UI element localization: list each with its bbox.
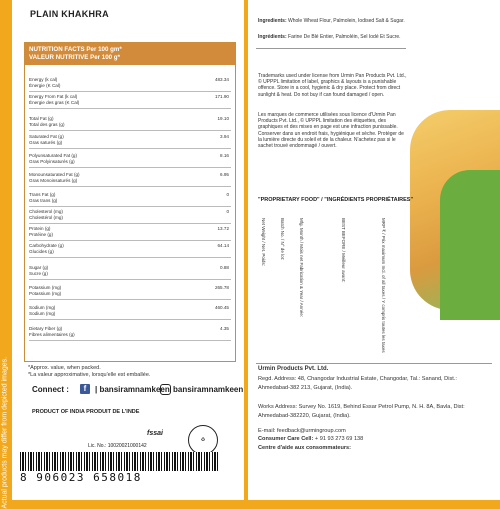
- nutrient-row: [29, 153, 231, 165]
- nutrition-facts-table: [24, 42, 236, 362]
- nutrient-label-en: Monounsaturated Fat (g): [29, 172, 80, 177]
- works-address: Works Address: Survey No. 1619, Behind Essar Petrol Pump, N. H. 8A, Bavla, Dist: Ahmedabad-382220, Gujarat, (India).: [258, 404, 465, 419]
- nutrient-label-en: Carbohydrate (g): [29, 243, 64, 248]
- nutrient-value: 4.35: [220, 326, 229, 331]
- nutrient-label-fr: Énergie des gras (K Cal): [29, 100, 80, 105]
- best-before-field: BEST BEFORE / Meilleur avant:: [341, 218, 346, 283]
- divider: [256, 48, 406, 49]
- nutrient-divider: [29, 186, 231, 187]
- registered-address: Regd. Address: 48, Changodar Industrial Estate, Changodar, Tal.: Sanand, Dist.: Ahmedabad-382 213, Gujarat, (India).: [258, 376, 457, 391]
- facebook-handle-text: bansiramnamkeen: [99, 385, 170, 394]
- nutrient-value: 171.90: [214, 94, 229, 99]
- consumer-care-fr: Centre d'aide aux consommateurs:: [258, 445, 352, 451]
- nutrient-value: 0.88: [220, 265, 229, 270]
- nutrient-divider: [29, 167, 231, 168]
- proprietary-food: "PROPRIETARY FOOD" / "INGRÉDIENTS PROPRIÉTAIRES": [258, 197, 414, 203]
- nutrient-label-fr: Fibres alimentaires (g): [29, 332, 75, 337]
- nutrient-divider: [29, 340, 231, 341]
- nutrient-divider: [29, 240, 231, 241]
- ingredients-en: [258, 18, 488, 24]
- nutrient-row: [29, 326, 231, 338]
- nutrient-label-en: Cholesterol (mg): [29, 209, 63, 214]
- instagram-handle: bansiramnamkeen: [173, 385, 244, 394]
- nutrient-row: [29, 285, 231, 297]
- nutrient-label-en: Saturated Fat (g): [29, 134, 64, 139]
- nutrient-label-en: Polyunsaturated Fat (g): [29, 153, 78, 158]
- nutrient-label-en: Sodium (mg): [29, 305, 56, 310]
- nutrient-label-fr: Glucides (g): [29, 249, 54, 254]
- divider: [256, 363, 492, 364]
- nutrition-header: [25, 43, 235, 65]
- nutrient-divider: [29, 299, 231, 300]
- nutrient-label-en: Trans Fat (g): [29, 192, 56, 197]
- nutrient-label-en: Energy From Fat (k cal): [29, 94, 78, 99]
- recycle-icon: ♻: [188, 425, 218, 455]
- nutrient-row: [29, 192, 231, 204]
- nutrient-divider: [29, 319, 231, 320]
- nutrient-label-fr: Gras saturés (g): [29, 140, 63, 145]
- nutrient-value: 8.16: [220, 153, 229, 158]
- nutrient-divider: [29, 223, 231, 224]
- nutrient-label-fr: Gras Monoinsaturés (g): [29, 178, 78, 183]
- nutrient-value: 64.14: [217, 243, 229, 248]
- nutrient-divider: [29, 206, 231, 207]
- nutrient-label-fr: Total des gras (g): [29, 122, 65, 127]
- nutrient-value: 3.94: [220, 134, 229, 139]
- nutrient-row: [29, 209, 231, 221]
- mfg-date-field: Mfg. Month / Mois net Fabrication & Year / Année:: [299, 218, 304, 318]
- product-of-india: PRODUCT OF INDIA PRODUIT DE L'INDE: [32, 409, 140, 415]
- nutrient-row: [29, 226, 231, 238]
- nutrient-value: 265.78: [214, 285, 229, 290]
- nutrient-label-fr: Cholestérol (mg): [29, 215, 63, 220]
- nutrient-label-fr: Sodium (mg): [29, 311, 56, 316]
- nutrient-divider: [29, 130, 231, 131]
- nutrient-value: 0: [226, 209, 229, 214]
- product-title: PLAIN KHAKHRA: [30, 9, 109, 19]
- nutrient-label-fr: Potassium (mg): [29, 291, 62, 296]
- nutrient-value: 460.45: [214, 305, 229, 310]
- nutrient-label-en: Protein (g): [29, 226, 51, 231]
- ingredients-fr: [258, 34, 488, 40]
- nutrition-header-fr: VALEUR NUTRITIVE Per 100 g*: [29, 54, 120, 61]
- nutrient-row: [29, 265, 231, 277]
- ingredients-fr-text: Farine De Blé Entier, Palmoléin, Sel Iodé Et Sucre.: [288, 34, 401, 40]
- nutrient-divider: [29, 279, 231, 280]
- nutrient-label-en: Potassium (mg): [29, 285, 62, 290]
- nutrient-value: 483.34: [214, 77, 229, 82]
- nutrient-value: 6.95: [220, 172, 229, 177]
- nutrient-row: [29, 243, 231, 255]
- nutrient-divider: [29, 108, 231, 109]
- email[interactable]: E-mail: feedback@urmingroup.com: [258, 428, 346, 434]
- nutrient-label-fr: Gras Polyinsaturés (g): [29, 159, 75, 164]
- ingredients-en-text: Whole Wheat Flour, Palmolein, Iodised Salt & Sugar.: [288, 18, 405, 24]
- company-name: Urmin Products Pvt. Ltd.: [258, 366, 329, 372]
- approx-note-en: *Approx. value, when packed.: [28, 365, 101, 371]
- consumer-care-label: Consumer Care Cell:: [258, 436, 314, 442]
- fssai-logo: fssai: [147, 430, 163, 437]
- ingredients-en-label: Ingredients:: [258, 18, 287, 24]
- nutrient-label-en: Total Fat (g): [29, 116, 54, 121]
- nutrient-label-en: Dietary Fiber (g): [29, 326, 63, 331]
- nutrient-row: [29, 172, 231, 184]
- connect-label: Connect :: [32, 385, 69, 394]
- nutrient-label-fr: Énergie (K Cal): [29, 83, 61, 88]
- approx-note-fr: *La valeur approximative, lorsqu'elle est emballée.: [28, 372, 151, 378]
- license-number: Lic. No.: 10020021000142: [88, 443, 147, 449]
- net-weight-field: Net Weight / Net. Poids:: [261, 218, 266, 266]
- batch-number-field: Batch No. / N° de lot:: [280, 218, 285, 261]
- facebook-icon[interactable]: f: [80, 384, 90, 394]
- nutrition-header-en: NUTRITION FACTS Per 100 gm*: [29, 46, 122, 53]
- trademark-fr: Les marques de commerce utilisées sous licence d'Urmin Pan Products Pvt. Ltd., © UPPPL limitation des étiquettes, des graphiques et des mises en page est une infraction punissable. Conserver dans un endroit frais, hygiénique et sèche. Protéger de la lumière directe du soleil et de la chaleur. N'achetez pas si le sachet trouvé endommagé / ouvert.: [258, 112, 404, 150]
- instagram-icon[interactable]: [160, 384, 171, 395]
- nutrient-row: [29, 94, 231, 106]
- mrp-field: MRP ₹ / Prix maximum Incl. of all taxes / Y compris toutes les taxes: [381, 218, 386, 353]
- nutrient-value: 13.72: [217, 226, 229, 231]
- nutrient-divider: [29, 91, 231, 92]
- consumer-care: [258, 436, 363, 442]
- facebook-handle: | bansiramnamkeen: [95, 385, 170, 394]
- barcode-number: 8 906023 658018: [20, 471, 220, 485]
- nutrient-value: 19.10: [217, 116, 229, 121]
- nutrient-label-fr: Protéine (g): [29, 232, 54, 237]
- nutrient-label-en: Energy (k cal): [29, 77, 58, 82]
- nutrient-label-en: Sugar (g): [29, 265, 49, 270]
- nutrient-label-fr: Gras trans (g): [29, 198, 58, 203]
- trademark-en: Trademarks used under license from Urmin Pan Products Pvt. Ltd., © UPPPL limitation of label, graphics & layouts is a punishable offence. Store in a cool, hygienic & dry place. Protect from direct sunlight & heat. Do not buy if can found damaged / open.: [258, 73, 407, 98]
- nutrient-divider: [29, 257, 231, 258]
- nutrient-value: 0: [226, 192, 229, 197]
- nutrient-divider: [29, 148, 231, 149]
- ingredients-fr-label: Ingrédients:: [258, 34, 287, 40]
- nutrient-label-fr: Sucre (g): [29, 271, 48, 276]
- nutrient-row: [29, 116, 231, 128]
- nutrient-row: [29, 77, 231, 89]
- consumer-care-number: + 91 93 273 69 138: [314, 436, 364, 442]
- disclaimer-side-text: Actual products may differ from depicted images.: [1, 356, 9, 509]
- nutrient-row: [29, 305, 231, 317]
- approx-note: [28, 365, 150, 379]
- nutrient-row: [29, 134, 231, 146]
- leaf-decoration: [440, 170, 500, 320]
